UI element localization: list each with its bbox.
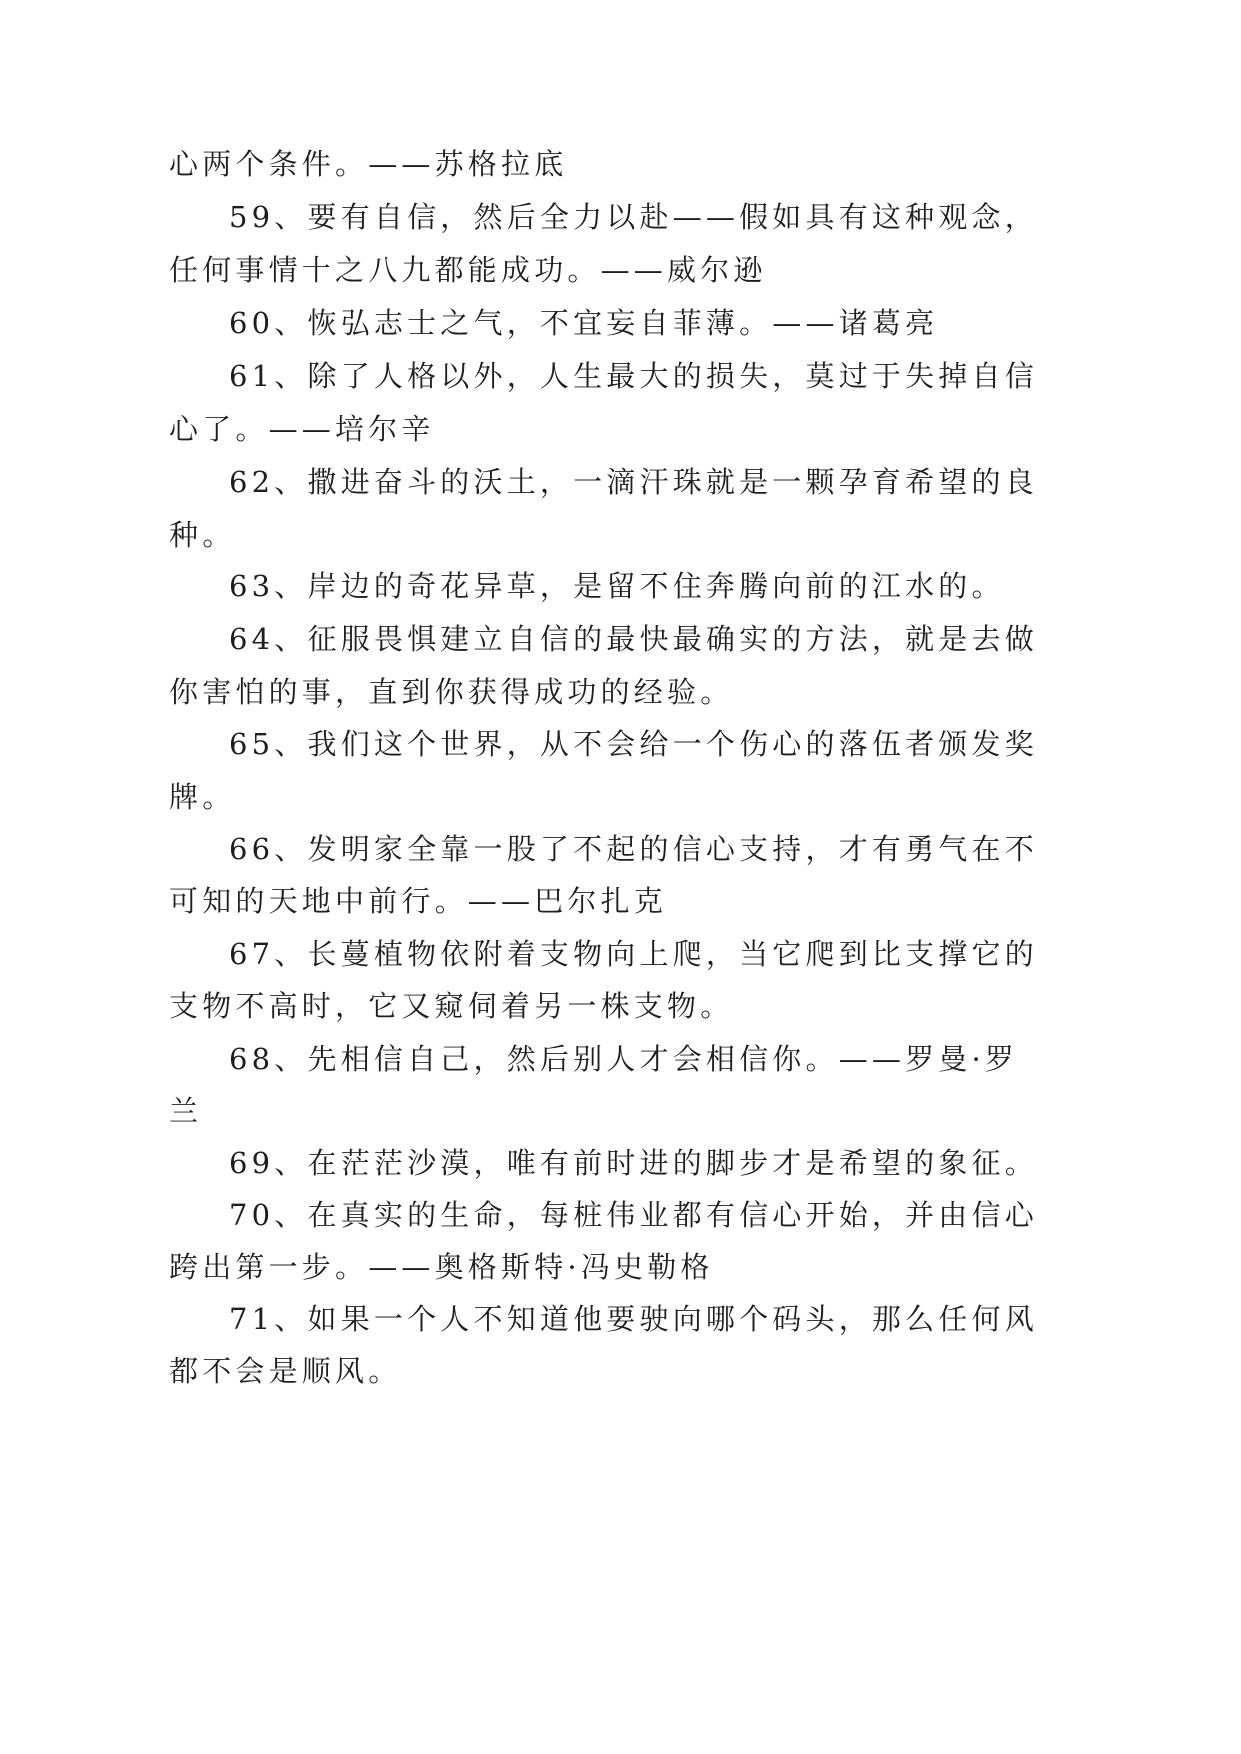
- quote-69-line-1: 69、在茫茫沙漠，唯有前时进的脚步才是希望的象征。: [229, 1146, 1038, 1180]
- quote-64-line-1: 64、征服畏惧建立自信的最快最确实的方法，就是去做: [229, 622, 1038, 656]
- text-line-01: 心两个条件。——苏格拉底: [169, 147, 568, 181]
- quote-66-line-2: 可知的天地中前行。——巴尔扎克: [169, 884, 668, 918]
- quote-65-line-2: 牌。: [169, 780, 236, 814]
- quote-60-line-1: 60、恢弘志士之气，不宜妄自菲薄。——诸葛亮: [229, 306, 939, 340]
- quote-70-line-1: 70、在真实的生命，每桩伟业都有信心开始，并由信心: [229, 1198, 1038, 1232]
- quote-61-line-2: 心了。——培尔辛: [169, 412, 435, 446]
- quote-68-line-2: 兰: [169, 1094, 203, 1128]
- quote-67-line-1: 67、长蔓植物依附着支物向上爬，当它爬到比支撑它的: [229, 937, 1038, 971]
- quote-59-line-1: 59、要有自信，然后全力以赴——假如具有这种观念，: [229, 200, 1038, 234]
- quote-63-line-1: 63、岸边的奇花异草，是留不住奔腾向前的江水的。: [229, 569, 1005, 603]
- quote-66-line-1: 66、发明家全靠一股了不起的信心支持，才有勇气在不: [229, 832, 1038, 866]
- quote-65-line-1: 65、我们这个世界，从不会给一个伤心的落伍者颁发奖: [229, 727, 1038, 761]
- quote-70-line-2: 跨出第一步。——奥格斯特·冯史勒格: [169, 1250, 714, 1284]
- quote-67-line-2: 支物不高时，它又窥伺着另一株支物。: [169, 989, 734, 1023]
- quote-62-line-2: 种。: [169, 518, 236, 552]
- quote-71-line-1: 71、如果一个人不知道他要驶向哪个码头，那么任何风: [229, 1302, 1038, 1336]
- quote-71-line-2: 都不会是顺风。: [169, 1354, 402, 1388]
- quote-64-line-2: 你害怕的事，直到你获得成功的经验。: [169, 675, 734, 709]
- quote-62-line-1: 62、撒进奋斗的沃土，一滴汗珠就是一颗孕育希望的良: [229, 465, 1038, 499]
- quote-61-line-1: 61、除了人格以外，人生最大的损失，莫过于失掉自信: [229, 359, 1038, 393]
- quote-68-line-1: 68、先相信自己，然后别人才会相信你。——罗曼·罗: [229, 1042, 1019, 1076]
- quote-59-line-2: 任何事情十之八九都能成功。——威尔逊: [169, 253, 767, 287]
